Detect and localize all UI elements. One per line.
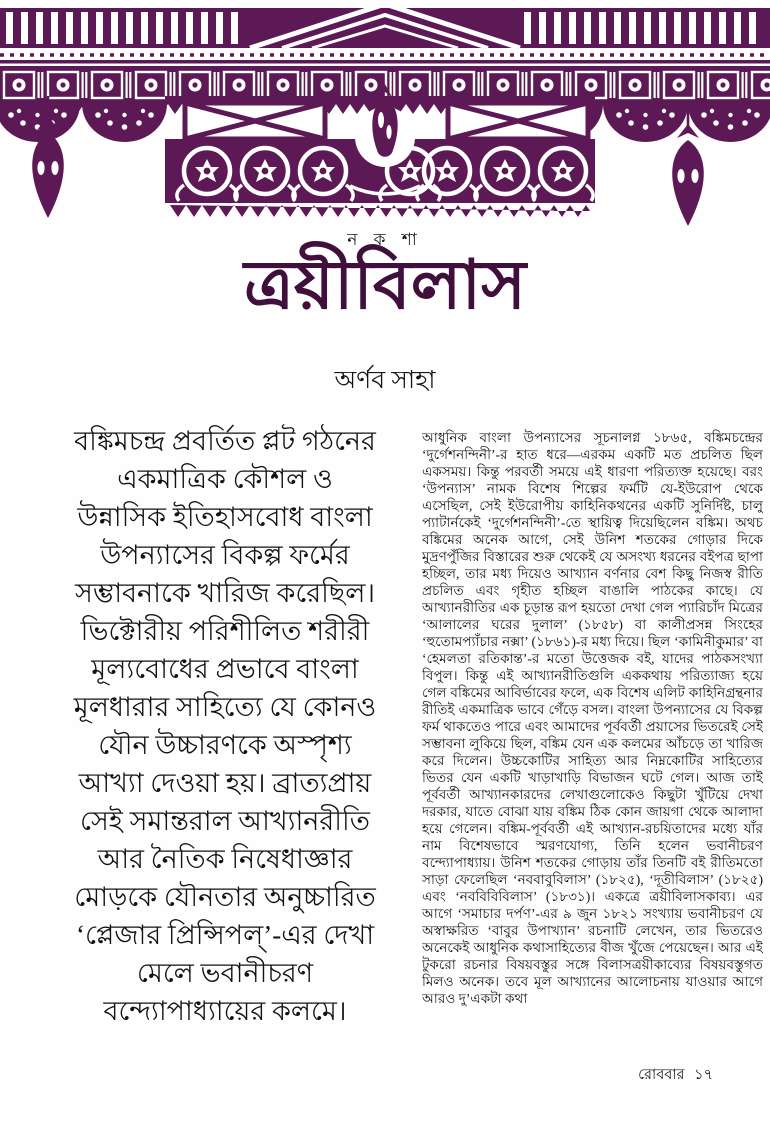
lede-column xyxy=(55,422,395,1030)
lede-line: আর নৈতিক নিষেধাজ্ঞার xyxy=(97,844,353,874)
masthead-ornament xyxy=(0,0,770,235)
lede-line: ভিক্টোরীয় পরিশীলিত শরীরী xyxy=(80,616,370,646)
panel-fringe xyxy=(170,205,590,217)
lede-line: বঙ্কিমচন্দ্র প্রবর্তিত প্লট গঠনের xyxy=(74,426,376,456)
lede-line: যৌন উচ্চারণকে অস্পৃশ্য xyxy=(98,730,352,760)
lede-line: আখ্যা দেওয়া হয়। ব্রাত্যপ্রায় xyxy=(78,768,372,798)
lede-line: মূল্যবোধের প্রভাবে বাংলা xyxy=(91,654,359,684)
body-text-column: আধুনিক বাংলা উপন্যাসের সূচনালগ্ন ১৮৬৫, বঙ্কিমচন্দ্রের ‘দুর্গেশনন্দিনী’-র হাত ধরে—এরকম একটি মত প্রচলিত ছিল একসময়। কিন্তু পরবর্তী সময়ে এই ধারণা পরিত্যক্ত হয়েছে। বরং ‘উপন্যাস’ নামক বিশেষ শিল্পের ফর্মটি যে-ইউরোপ থেকে এসেছিল, সেই ইউরোপীয় কাহিনিকথনের একটি সুনির্দিষ্ট, চালু প্যাটার্নকেই ‘দুর্গেশনন্দিনী’-তে স্থায়িত্ব দিয়েছিলেন বঙ্কিম। অথচ বঙ্কিমের অনেক আগে, সেই উনিশ শতকের গোড়ার দিকে মুদ্রণপুঁজির বিস্তারের শুরু থেকেই যে অসংখ্য ধরনের বইপত্র ছাপা হচ্ছিল, তার মধ্য দিয়েও আখ্যান বর্ণনার বেশ কিছু নিজস্ব রীতি প্রচলিত এবং গৃহীত হচ্ছিল বাঙালি পাঠকের কাছে। যে আখ্যানরীতির এক চূড়ান্ত রূপ হয়তো দেখা গেল প্যারিচাঁদ মিত্রের ‘আলালের ঘরের দুলাল’ (১৮৫৮) বা কালীপ্রসন্ন সিংহের ‘হুতোমপ্যাঁচার নক্সা’ (১৮৬১)-র মধ্য দিয়ে। ছিল ‘কামিনীকুমার’ বা ‘হেমলতা রতিকান্ত’-র মতো উত্তেজক বই, যাদের পাঠকসংখ্যা বিপুল। কিন্তু এই আখ্যানরীতিগুলি এককথায় পরিত্যাজ্য হয়ে গেল বঙ্কিমের আবির্ভাবের ফলে, এক বিশেষ এলিট কাহিনিগ্রন্থনার রীতিই একমাত্রিক ভাবে গেঁড়ে বসল। বাংলা উপন্যাসের যে বিকল্প ফর্ম থাকতেও পারে এবং আমাদের পূর্ববর্তী প্রয়াসের ভিতরেই সেই সম্ভাবনা লুকিয়ে ছিল, বঙ্কিম যেন এক কলমের আঁচড়ে তা খারিজ করে দিলেন। উচ্চকোটির সাহিত্য আর নিম্নকোটির সাহিত্যের ভিতর যেন একটি খাড়াখাড়ি বিভাজন ঘটে গেল। আজ তাই পূর্ববর্তী আখ্যানকারদের লেখাগুলোকেও কিছুটা খুঁটিয়ে দেখা দরকার, যাতে বোঝা যায় বঙ্কিম ঠিক কোন জায়গা থেকে আলাদা হয়ে গেলেন। বঙ্কিম-পূর্ববর্তী এই আখ্যান-রচয়িতাদের মধ্যে যাঁর নাম বিশেষভাবে স্মরণযোগ্য, তিনি হলেন ভবানীচরণ বন্দ্যোপাধ্যায়। উনিশ শতকের গোড়ায় তাঁর তিনটি বই রীতিমতো সাড়া ফেলেছিল ‘নববাবুবিলাস’ (১৮২৫), ‘দূতীবিলাস’ (১৮২৫) এবং ‘নববিবিবিলাস’ (১৮৩১)। একত্রে ত্রয়ীবিলাসকাব্য। এর আগে ‘সমাচার দর্পণ’-এর ৯ জুন ১৮২১ সংখ্যায় ভবানীচরণ যে অস্বাক্ষরিত ‘বাবুর উপাখ্যান’ রচনাটি লেখেন, তার ভিতরেও অনেকেই আধুনিক কথাসাহিত্যের বীজ খুঁজে পেয়েছেন। আর এই টুকরো রচনার বিষয়বস্তুর সঙ্গে বিলাসত্রয়ীকাব্যের বিষয়বস্তুগত মিলও অনেক। তবে মূল আখ্যানের আলোচনায় যাওয়ার আগে আরও দু’একটা কথা xyxy=(422,430,763,1006)
pediment-band xyxy=(0,4,770,64)
page-number: ১৭ xyxy=(694,1067,713,1083)
lede-line: সম্ভাবনাকে খারিজ করেছিল। xyxy=(75,578,375,608)
lede-line: উপন্যাসের বিকল্প ফর্মের xyxy=(100,540,350,570)
lede-line: মূলধারার সাহিত্যে যে কোনও xyxy=(73,692,377,722)
lede-line: একমাত্রিক কৌশল ও xyxy=(117,464,333,494)
lede-line: ‘প্লেজার প্রিন্সিপল্‌’-এর দেখা xyxy=(75,920,375,950)
lede-line: বন্দ্যোপাধ্যায়ের কলমে। xyxy=(103,996,347,1026)
lede-line: মেলে ভবানীচরণ xyxy=(136,958,314,988)
center-panel xyxy=(165,84,595,217)
magazine-name: রোববার xyxy=(638,1067,685,1083)
author-byline: অর্ণব সাহা xyxy=(334,367,436,394)
lede-line: সেই সমান্তরাল আখ্যানরীতি xyxy=(80,806,370,836)
lede-line: মোড়কে যৌনতার অনুচ্চারিত xyxy=(74,882,376,912)
lede-line: উন্নাসিক ইতিহাসবোধ বাংলা xyxy=(77,502,373,532)
folio-line xyxy=(422,1064,763,1088)
page-title: ত্রয়ীবিলাস xyxy=(243,247,527,323)
section-label: ন ক শা xyxy=(347,230,423,249)
